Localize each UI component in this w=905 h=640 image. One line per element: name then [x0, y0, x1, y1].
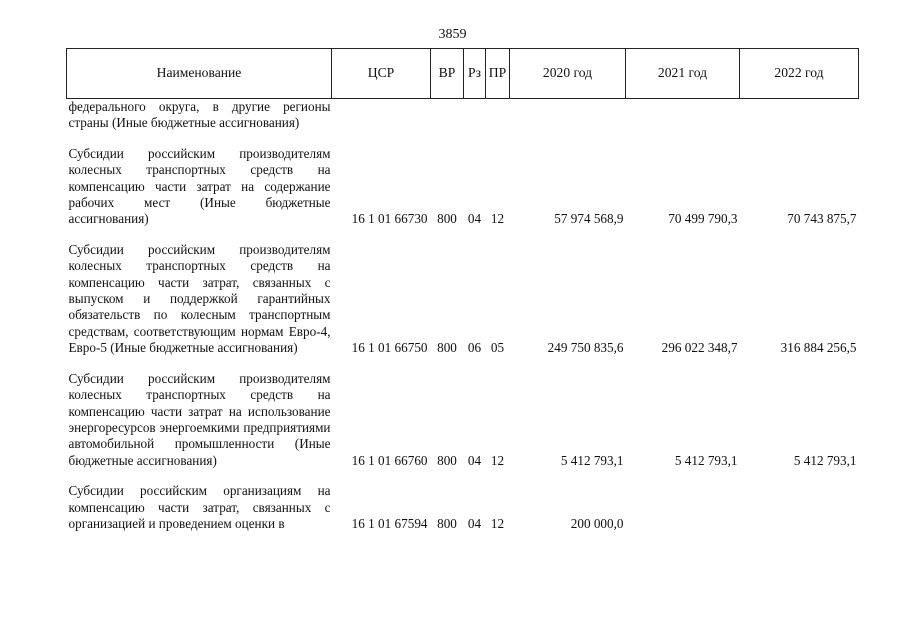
header-name: Наименование — [67, 49, 332, 99]
row-2022 — [740, 483, 859, 532]
row-2021 — [626, 483, 740, 532]
row-pr: 12 — [490, 452, 505, 468]
row-rz: 06 — [467, 340, 482, 356]
row-name: Субсидии российским производителям колесных транспортных средств на компенсацию части затрат на содержание рабочих мест (Иные бюджетные ассигнования) — [68, 145, 331, 227]
row-2022: 316 884 256,5 — [780, 340, 857, 356]
row-2022: 70 743 875,7 — [787, 211, 857, 227]
header-csr: ЦСР — [332, 49, 431, 99]
row-rz: 04 — [467, 452, 482, 468]
row-spacer — [67, 469, 859, 483]
table-row — [67, 242, 859, 357]
row-vr: 800 — [437, 452, 457, 468]
row-csr: 16 1 01 66760 — [351, 452, 428, 468]
table-header-row — [67, 49, 859, 99]
row-2022 — [740, 99, 859, 132]
header-2022: 2022 год — [740, 49, 859, 99]
row-rz: 04 — [467, 515, 482, 531]
row-spacer — [67, 132, 859, 146]
row-2021: 296 022 348,7 — [661, 340, 738, 356]
table-row — [67, 99, 859, 132]
table-row — [67, 146, 859, 228]
row-2021 — [626, 99, 740, 132]
row-vr: 800 — [437, 515, 457, 531]
row-name: Субсидии российским производителям колесных транспортных средств на компенсацию части затрат на использование энергоресурсов энергоемкими предприятиями автомобильной промышленности (Иные бюджетные ассигнования) — [68, 370, 331, 468]
row-csr: 16 1 01 67594 — [351, 515, 428, 531]
row-spacer — [67, 357, 859, 371]
row-rz — [464, 99, 486, 132]
row-2020: 57 974 568,9 — [554, 211, 624, 227]
row-vr: 800 — [437, 340, 457, 356]
row-vr — [431, 99, 464, 132]
row-csr: 16 1 01 66730 — [351, 211, 428, 227]
header-rz: Рз — [464, 49, 486, 99]
row-rz: 04 — [467, 211, 482, 227]
row-pr — [486, 99, 510, 132]
table-row — [67, 483, 859, 532]
header-2020: 2020 год — [510, 49, 626, 99]
row-2022: 5 412 793,1 — [793, 452, 857, 468]
row-spacer — [67, 228, 859, 242]
page-number: 3859 — [438, 27, 467, 42]
row-name: Субсидии российским производителям колесных транспортных средств на компенсацию части затрат, связанных с выпуском и поддержкой гарантийных обязательств по колесным транспортным средствам, соответствующим нормам Евро-4, Евро-5 (Иные бюджетные ассигнования) — [68, 241, 331, 356]
row-name: федерального округа, в другие регионы страны (Иные бюджетные ассигнования) — [68, 99, 331, 131]
row-2020: 249 750 835,6 — [547, 340, 624, 356]
row-2021: 5 412 793,1 — [674, 452, 738, 468]
header-2021: 2021 год — [626, 49, 740, 99]
budget-table — [66, 48, 859, 532]
row-vr: 800 — [437, 211, 457, 227]
row-2020 — [510, 99, 626, 132]
header-pr: ПР — [486, 49, 510, 99]
row-csr: 16 1 01 66750 — [351, 340, 428, 356]
row-name: Субсидии российским организациям на компенсацию части затрат, связанных с организацией и проведением оценки в — [68, 483, 331, 531]
header-vr: ВР — [431, 49, 464, 99]
row-pr: 05 — [490, 340, 505, 356]
row-pr: 12 — [490, 211, 505, 227]
table-row — [67, 371, 859, 469]
row-2020: 5 412 793,1 — [560, 452, 624, 468]
row-csr — [332, 99, 431, 132]
row-pr: 12 — [490, 515, 505, 531]
row-2020: 200 000,0 — [570, 515, 624, 531]
row-2021: 70 499 790,3 — [668, 211, 738, 227]
